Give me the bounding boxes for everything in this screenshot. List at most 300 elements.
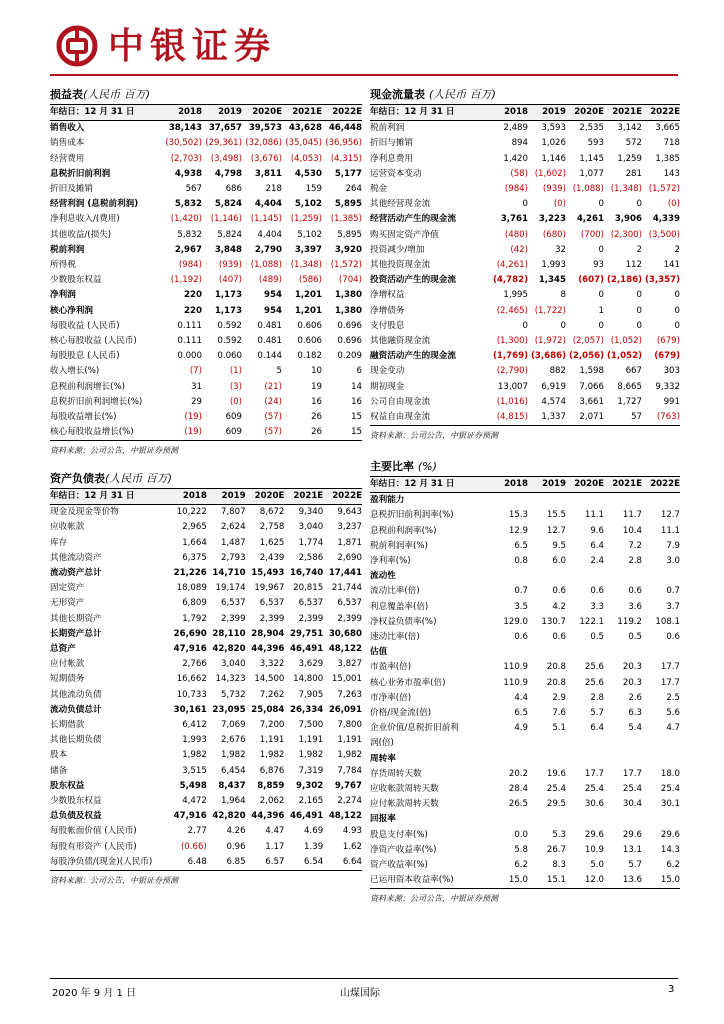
cell-value xyxy=(642,736,680,751)
row-label: 息税折旧前利润 xyxy=(50,168,111,179)
cell-value xyxy=(566,645,604,660)
cell-value: 1.17 xyxy=(265,841,285,852)
page-header xyxy=(0,0,724,80)
row-label: 融资活动产生的现金流 xyxy=(370,351,456,362)
row-label: 长期借款 xyxy=(50,720,85,731)
cell-value: 3,397 xyxy=(294,244,322,255)
cell-value: 5,824 xyxy=(214,199,242,210)
cell-value: (607) xyxy=(578,275,604,286)
table-row xyxy=(50,809,362,824)
row-label: 净权益负债率(%) xyxy=(370,616,437,627)
row-label: 经营费用 xyxy=(50,153,85,164)
cell-value: 0 xyxy=(598,199,604,210)
table-row xyxy=(50,672,362,687)
income-table xyxy=(50,105,362,440)
cell-value: 2,439 xyxy=(259,552,285,563)
cell-value: (19) xyxy=(184,427,202,438)
cell-value: 15.0 xyxy=(508,875,528,886)
cell-value xyxy=(528,569,566,584)
row-label: 净资产收益率(%) xyxy=(370,844,437,855)
cell-value: (57) xyxy=(264,412,282,423)
year-header: 2021E xyxy=(604,105,642,121)
year-header: 2018 xyxy=(490,105,528,121)
cell-value xyxy=(604,645,642,660)
cell-value xyxy=(642,569,680,584)
cell-value: 4.47 xyxy=(265,826,285,837)
row-label: 其他融资现金流 xyxy=(370,336,431,347)
table-row xyxy=(370,212,680,227)
cell-value: 14,800 xyxy=(293,674,324,685)
cell-value: 44,396 xyxy=(251,644,285,655)
row-label: 现金及现金等价物 xyxy=(50,507,119,518)
row-label: 其他长期负债 xyxy=(50,735,102,746)
cell-value: 11.7 xyxy=(622,510,642,521)
cell-value: 8,437 xyxy=(218,780,246,791)
cell-value: 7.9 xyxy=(666,540,680,551)
cell-value: 1,982 xyxy=(182,750,207,761)
cell-value: 1,173 xyxy=(214,305,242,316)
row-label: 流动比率(倍) xyxy=(370,586,420,597)
row-label: 税金 xyxy=(370,184,388,195)
cell-value: 2,062 xyxy=(259,796,285,807)
cell-value xyxy=(566,569,604,584)
cell-value: 46,491 xyxy=(290,644,324,655)
cell-value: 0.060 xyxy=(217,351,242,362)
cell-value: 37,657 xyxy=(208,123,242,134)
table-row xyxy=(370,380,680,395)
cell-value: (35,045) xyxy=(285,138,322,149)
balance-source: 资料来源：公司公告，中银证券预测 xyxy=(50,870,362,889)
cell-value: 110.9 xyxy=(503,662,528,673)
year-end-label: 年结日：12 月 31 日 xyxy=(50,489,168,505)
year-header: 2020E xyxy=(566,477,604,493)
cell-value: 2,399 xyxy=(337,613,362,624)
cell-value: 1,982 xyxy=(220,750,246,761)
cashflow-source: 资料来源：公司公告，中银证券预测 xyxy=(370,425,680,444)
cell-value: 15.1 xyxy=(546,875,566,886)
cell-value: 48,122 xyxy=(328,811,362,822)
table-row xyxy=(370,288,680,303)
cell-value: 1,774 xyxy=(298,537,324,548)
cell-value: (4,261) xyxy=(496,260,528,271)
row-label: 估值 xyxy=(370,647,388,658)
cell-value: 12.0 xyxy=(584,875,604,886)
cell-value: 20.8 xyxy=(546,662,566,673)
table-row xyxy=(370,539,680,554)
row-label: 税前利润 xyxy=(50,244,85,255)
cell-value: 18.0 xyxy=(660,768,680,779)
cell-value: 4.26 xyxy=(226,826,246,837)
cell-value: 2,624 xyxy=(220,522,246,533)
cell-value: 30.4 xyxy=(622,799,642,810)
cell-value: 0.6 xyxy=(590,586,604,597)
row-label: 股东权益 xyxy=(50,780,85,791)
table-row xyxy=(50,581,362,596)
row-label: 速动比率(倍) xyxy=(370,632,420,643)
cell-value: 6.2 xyxy=(514,860,528,871)
year-header: 2022E xyxy=(642,105,680,121)
cell-value: 4,404 xyxy=(257,229,282,240)
cell-value: 6.54 xyxy=(304,856,324,867)
cell-value: 1,982 xyxy=(259,750,285,761)
cell-value xyxy=(604,752,642,767)
cell-value: 0.606 xyxy=(297,320,322,331)
cell-value: 7,069 xyxy=(220,720,246,731)
cell-value: (4,315) xyxy=(330,153,362,164)
cell-value: (42) xyxy=(510,244,528,255)
cell-value: 1,201 xyxy=(294,305,322,316)
cell-value: (700) xyxy=(580,229,604,240)
cell-value: 3,665 xyxy=(655,123,680,134)
cell-value: 16 xyxy=(311,396,322,407)
cell-value: 5,177 xyxy=(334,168,362,179)
cell-value: 18,089 xyxy=(176,583,207,594)
year-end-label: 年结日：12 月 31 日 xyxy=(50,105,162,121)
cell-value: (0) xyxy=(667,199,680,210)
cell-value: 3.7 xyxy=(666,601,680,612)
cell-value: 882 xyxy=(549,366,566,377)
cell-value: 26.5 xyxy=(508,799,528,810)
cell-value xyxy=(490,645,528,660)
cell-value: 6,809 xyxy=(182,598,207,609)
cell-value: 11.1 xyxy=(660,525,680,536)
row-label: 少数股东权益 xyxy=(50,796,102,807)
cell-value: 119.2 xyxy=(617,616,642,627)
cell-value: 0 xyxy=(598,290,604,301)
cell-value: (1,602) xyxy=(534,168,566,179)
row-label: 短期债务 xyxy=(50,674,85,685)
row-label: 市净率(倍) xyxy=(370,692,412,703)
row-label: 息税折旧前利润率(%) xyxy=(370,510,454,521)
cell-value: (984) xyxy=(178,260,202,271)
cell-value: 28,110 xyxy=(212,628,246,639)
cell-value: 2,071 xyxy=(579,412,604,423)
key-ratios-panel xyxy=(370,458,680,907)
cell-value: 29,751 xyxy=(290,628,324,639)
table-row xyxy=(50,551,362,566)
row-label: 其他流动资产 xyxy=(50,552,102,563)
cell-value: 3.0 xyxy=(666,556,680,567)
cell-value: 2,965 xyxy=(182,522,207,533)
cell-value: 3.3 xyxy=(590,601,604,612)
cell-value: 0.8 xyxy=(514,556,528,567)
cell-value: (1,052) xyxy=(610,336,642,347)
cell-value: 1,146 xyxy=(541,153,566,164)
cell-value: 43,628 xyxy=(288,123,322,134)
table-row xyxy=(50,273,362,288)
table-row xyxy=(50,136,362,151)
cell-value: 2,790 xyxy=(254,244,282,255)
table-row xyxy=(370,873,680,888)
cell-value: 42,820 xyxy=(212,644,246,655)
cell-value: 29.6 xyxy=(584,829,604,840)
cell-value: 0.209 xyxy=(337,351,362,362)
table-row xyxy=(370,569,680,584)
cell-value: 1,995 xyxy=(503,290,528,301)
cell-value: 686 xyxy=(225,184,242,195)
row-label: 润(倍) xyxy=(370,738,394,749)
table-row xyxy=(50,121,362,137)
cell-value: 6,537 xyxy=(259,598,285,609)
table-row xyxy=(50,824,362,839)
cell-value: 3,761 xyxy=(500,214,528,225)
cell-value: 5,102 xyxy=(294,199,322,210)
cell-value: 17.7 xyxy=(622,768,642,779)
cell-value: 2.8 xyxy=(590,692,604,703)
cell-value: 5,895 xyxy=(334,199,362,210)
row-label: 长期资产总计 xyxy=(50,628,102,639)
table-row xyxy=(50,364,362,379)
cell-value: (1,145) xyxy=(250,214,282,225)
cell-value: 0.481 xyxy=(257,336,282,347)
cell-value: 7,800 xyxy=(337,720,362,731)
cell-value: (32,086) xyxy=(245,138,282,149)
table-row xyxy=(50,228,362,243)
cell-value: (19) xyxy=(184,412,202,423)
cell-value: 0.5 xyxy=(590,632,604,643)
year-header: 2020E xyxy=(246,489,285,505)
row-label: 每股收益增长(%) xyxy=(50,412,117,423)
cell-value: 48,122 xyxy=(328,644,362,655)
row-label: 总资产 xyxy=(50,644,76,655)
row-label: 资产收益率(%) xyxy=(370,860,428,871)
cell-value: 26 xyxy=(311,427,322,438)
cell-value: 0 xyxy=(636,305,642,316)
cell-value: 2,967 xyxy=(174,244,202,255)
cell-value: (1,348) xyxy=(290,260,322,271)
cell-value: 0 xyxy=(560,320,566,331)
table-row xyxy=(50,657,362,672)
cell-value: 25.6 xyxy=(584,677,604,688)
table-row xyxy=(50,612,362,627)
row-label: 利息覆盖率(倍) xyxy=(370,601,429,612)
cell-value: 20.3 xyxy=(622,677,642,688)
cell-value: (3) xyxy=(229,381,242,392)
row-label: 投资减少/增加 xyxy=(370,244,425,255)
cell-value: 3,906 xyxy=(614,214,642,225)
cell-value: 5,498 xyxy=(179,780,207,791)
cell-value: 220 xyxy=(184,290,202,301)
cell-value: 29.5 xyxy=(546,799,566,810)
ratios-table xyxy=(370,477,680,888)
cell-value: 31 xyxy=(191,381,202,392)
cell-value xyxy=(566,736,604,751)
cell-value xyxy=(604,812,642,827)
cell-value: 2,399 xyxy=(220,613,246,624)
cell-value xyxy=(490,752,528,767)
cell-value: 0.6 xyxy=(552,586,566,597)
panel-title xyxy=(50,470,362,489)
row-label: 其他流动负债 xyxy=(50,689,102,700)
cell-value: 954 xyxy=(264,290,282,301)
cell-value xyxy=(490,736,528,751)
cell-value: 23,095 xyxy=(212,704,246,715)
cell-value: 567 xyxy=(185,184,202,195)
cell-value: 1,664 xyxy=(182,537,207,548)
row-label: 核心业务市盈率(倍) xyxy=(370,677,446,688)
table-row xyxy=(50,182,362,197)
cell-value xyxy=(528,493,566,509)
cell-value: 593 xyxy=(587,138,604,149)
row-label: 税前利润率(%) xyxy=(370,540,428,551)
table-row xyxy=(50,748,362,763)
year-header: 2021E xyxy=(604,477,642,493)
cell-value: 218 xyxy=(265,184,282,195)
row-label: 净利息收入/(费用) xyxy=(50,214,120,225)
cell-value: 7.6 xyxy=(552,708,566,719)
row-label: 每股净负债/(现金)(人民币) xyxy=(50,856,153,867)
row-label: 少数股东权益 xyxy=(50,275,102,286)
cell-value: 954 xyxy=(264,305,282,316)
cell-value: (29,361) xyxy=(205,138,242,149)
row-label: 所得税 xyxy=(50,260,76,271)
panel-title xyxy=(370,86,680,105)
cell-value: 1,380 xyxy=(334,305,362,316)
cell-value: 2,676 xyxy=(220,735,246,746)
cell-value: (3,498) xyxy=(210,153,242,164)
table-row xyxy=(370,660,680,675)
table-row xyxy=(370,228,680,243)
footer-date: 2020 年 9 月 1 日 xyxy=(52,988,137,999)
cell-value: (1,016) xyxy=(496,396,528,407)
cell-value: 2,690 xyxy=(337,552,362,563)
cell-value xyxy=(566,493,604,509)
cell-value: 1,385 xyxy=(655,153,680,164)
cell-value: 10,222 xyxy=(176,507,207,518)
cell-value: (7) xyxy=(189,366,202,377)
cell-value: 12.9 xyxy=(508,525,528,536)
cell-value: 2,586 xyxy=(298,552,324,563)
cell-value: 13,007 xyxy=(497,381,528,392)
cell-value: 3,322 xyxy=(259,659,285,670)
year-header: 2018 xyxy=(162,105,202,121)
cell-value: 1,173 xyxy=(214,290,242,301)
cell-value: 0.7 xyxy=(514,586,528,597)
cell-value: 6.64 xyxy=(342,856,362,867)
cell-value: 572 xyxy=(625,138,642,149)
cell-value: 93 xyxy=(593,260,604,271)
cell-value: 5.6 xyxy=(666,708,680,719)
cell-value: 1 xyxy=(598,305,604,316)
cell-value xyxy=(528,752,566,767)
cell-value: (679) xyxy=(654,351,680,362)
table-row xyxy=(370,493,680,509)
cell-value: 0.5 xyxy=(628,632,642,643)
cell-value xyxy=(566,752,604,767)
ratios-source: 资料来源：公司公告，中银证券预测 xyxy=(370,888,680,907)
cell-value: (704) xyxy=(338,275,362,286)
cell-value: 1,727 xyxy=(617,396,642,407)
cell-value: 15 xyxy=(351,427,362,438)
cell-value xyxy=(604,493,642,509)
cell-value: 1,993 xyxy=(182,735,207,746)
row-label: 流动负债总计 xyxy=(50,704,102,715)
cell-value: (480) xyxy=(504,229,528,240)
cell-value: (1,052) xyxy=(606,351,642,362)
table-row xyxy=(50,425,362,440)
cell-value: 25.4 xyxy=(584,784,604,795)
row-label: 其他经营现金流 xyxy=(370,199,431,210)
cell-value: 0.6 xyxy=(552,632,566,643)
row-label: 折旧及摊销 xyxy=(50,184,93,195)
table-row xyxy=(370,152,680,167)
year-header: 2018 xyxy=(490,477,528,493)
row-label: 核心每股收益 (人民币) xyxy=(50,336,137,347)
cell-value: 1,982 xyxy=(298,750,324,761)
cell-value: (1,769) xyxy=(492,351,528,362)
table-row xyxy=(370,508,680,523)
cell-value: 7,263 xyxy=(337,689,362,700)
cell-value: 1.62 xyxy=(342,841,362,852)
row-label: 应付帐款周转天数 xyxy=(370,799,439,810)
cell-value: 4,798 xyxy=(214,168,242,179)
cell-value: 3.5 xyxy=(514,601,528,612)
cell-value: 21,744 xyxy=(331,583,362,594)
cell-value: 6,412 xyxy=(182,720,207,731)
cell-value: 5.1 xyxy=(552,723,566,734)
cell-value xyxy=(490,493,528,509)
cell-value: 4,404 xyxy=(254,199,282,210)
cell-value: 8,859 xyxy=(257,780,285,791)
cell-value: (3,686) xyxy=(530,351,566,362)
cell-value: 6,537 xyxy=(337,598,362,609)
cell-value: 14,710 xyxy=(212,568,246,579)
cell-value xyxy=(490,569,528,584)
cell-value: 667 xyxy=(625,366,642,377)
cell-value: 141 xyxy=(663,260,680,271)
cell-value: 1,145 xyxy=(579,153,604,164)
cell-value: (36,956) xyxy=(325,138,362,149)
cell-value: 1,191 xyxy=(298,735,324,746)
row-label: 净利率(%) xyxy=(370,556,411,567)
cell-value: 19,967 xyxy=(254,583,285,594)
cell-value: 5.4 xyxy=(628,723,642,734)
row-label: 价格/现金流(倍) xyxy=(370,708,432,719)
cell-value: 9.5 xyxy=(552,540,566,551)
cell-value: 1,337 xyxy=(541,412,566,423)
cell-value: 7,200 xyxy=(259,720,285,731)
row-label: 投资活动产生的现金流 xyxy=(370,275,456,286)
cell-value: 5.7 xyxy=(590,708,604,719)
table-row xyxy=(370,736,680,751)
table-row xyxy=(370,121,680,137)
row-label: 销售成本 xyxy=(50,138,85,149)
cell-value: (489) xyxy=(258,275,282,286)
year-header: 2021E xyxy=(282,105,322,121)
cell-value: 0.6 xyxy=(666,632,680,643)
table-row xyxy=(50,380,362,395)
cell-value: 29 xyxy=(191,396,202,407)
cell-value: 26,690 xyxy=(173,628,207,639)
row-label: 市盈率(倍) xyxy=(370,662,412,673)
cell-value xyxy=(566,812,604,827)
cell-value: 0.6 xyxy=(514,632,528,643)
cell-value: 4,261 xyxy=(576,214,604,225)
cell-value: 44,396 xyxy=(251,811,285,822)
table-row xyxy=(370,395,680,410)
cell-value: (1,300) xyxy=(496,336,528,347)
cell-value: 5.7 xyxy=(628,860,642,871)
cell-value: 11.1 xyxy=(584,510,604,521)
row-label: 收入增长(%) xyxy=(50,366,100,377)
table-header-row xyxy=(370,477,680,493)
row-label: 盈利能力 xyxy=(370,495,405,506)
cashflow-unit: (人民币 百万) xyxy=(428,88,496,101)
row-label: 其他长期资产 xyxy=(50,613,102,624)
cell-value: 10.9 xyxy=(584,844,604,855)
cell-value: 39,573 xyxy=(248,123,282,134)
cell-value: (1,348) xyxy=(610,184,642,195)
